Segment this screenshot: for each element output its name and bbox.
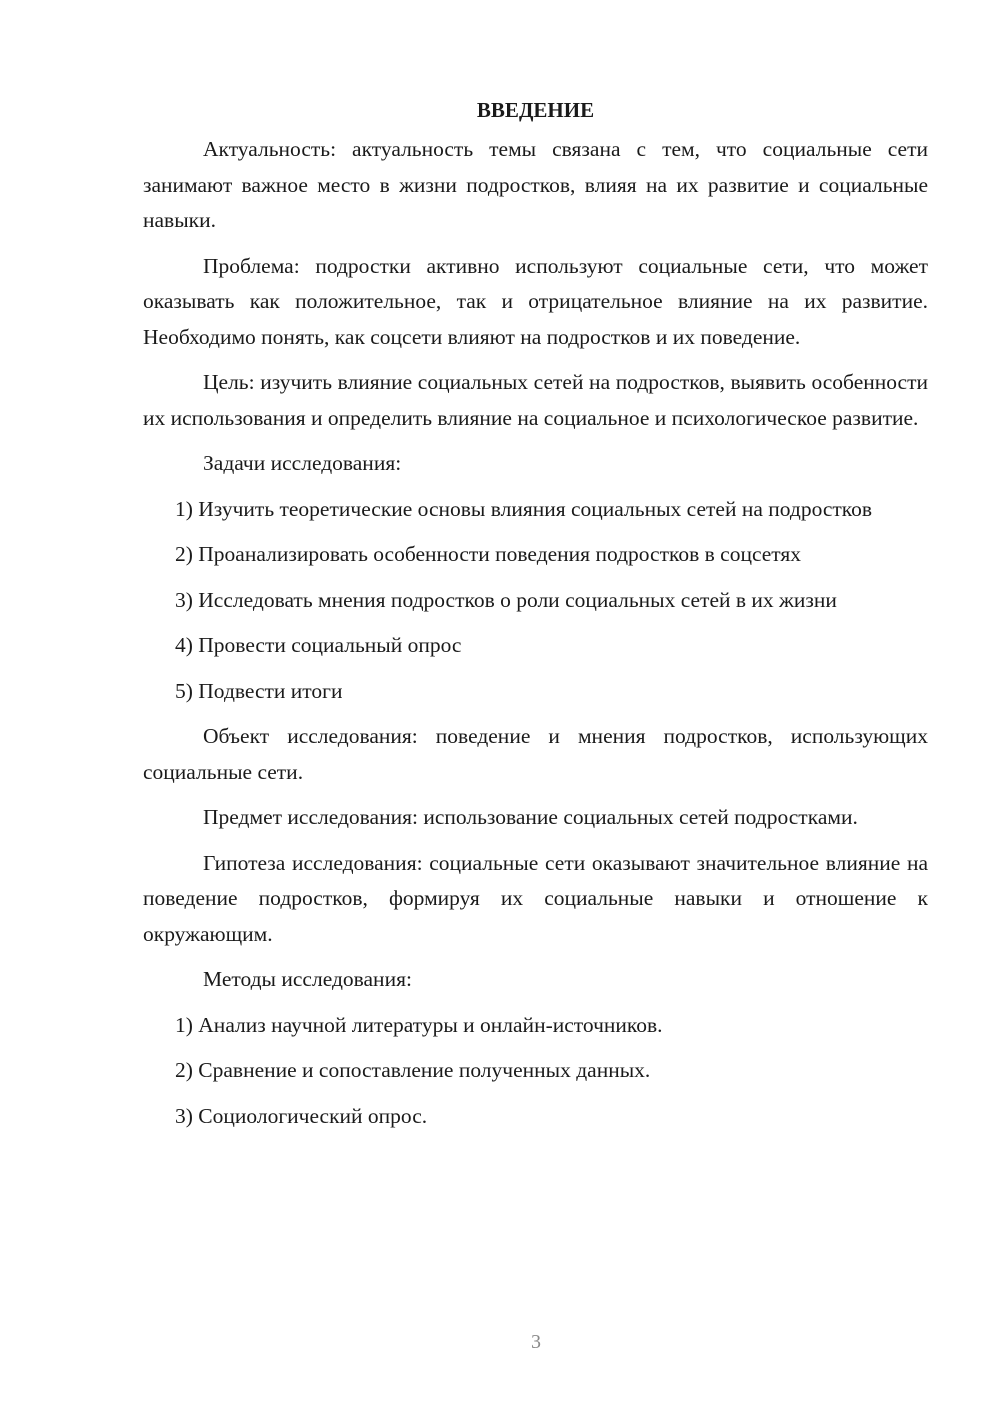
page-number: 3 — [531, 1331, 541, 1353]
hypothesis-paragraph: Гипотеза исследования: социальные сети оказывают значительное влияние на поведение подростков, формируя их социальные навыки и отношение к окружающим. — [143, 850, 928, 946]
tasks-label: Задачи исследования: — [203, 451, 402, 475]
method-item: 2) Сравнение и сопоставление полученных данных. — [175, 1058, 651, 1082]
task-item: 3) Исследовать мнения подростков о роли социальных сетей в их жизни — [175, 587, 837, 612]
task-item: 1) Изучить теоретические основы влияния социальных сетей на подростков — [175, 496, 873, 521]
subject-paragraph: Предмет исследования: использование социальных сетей подростками. — [203, 805, 858, 829]
methods-label: Методы исследования: — [203, 967, 412, 991]
document-page — [143, 92, 928, 1144]
object-paragraph: Объект исследования: поведение и мнения подростков, использующих социальные сети. — [143, 724, 928, 784]
problem-paragraph: Проблема: подростки активно используют социальные сети, что может оказывать как положительное, так и отрицательное влияние на их развитие. Необходимо понять, как соцсети влияют на подростков и их поведение. — [143, 253, 928, 349]
page-title: ВВЕДЕНИЕ — [476, 98, 595, 122]
method-item: 1) Анализ научной литературы и онлайн-источников. — [175, 1012, 663, 1037]
task-item: 5) Подвести итоги — [175, 678, 343, 703]
task-item: 2) Проанализировать особенности поведения подростков в соцсетях — [175, 542, 802, 566]
method-item: 3) Социологический опрос. — [175, 1103, 428, 1128]
relevance-paragraph: Актуальность: актуальность темы связана с тем, что социальные сети занимают важное место в жизни подростков, влияя на их развитие и социальные навыки. — [143, 137, 928, 232]
task-item: 4) Провести социальный опрос — [175, 633, 462, 657]
goal-paragraph: Цель: изучить влияние социальных сетей на подростков, выявить особенности их использования и определить влияние на социальное и психологическое развитие. — [143, 370, 928, 430]
